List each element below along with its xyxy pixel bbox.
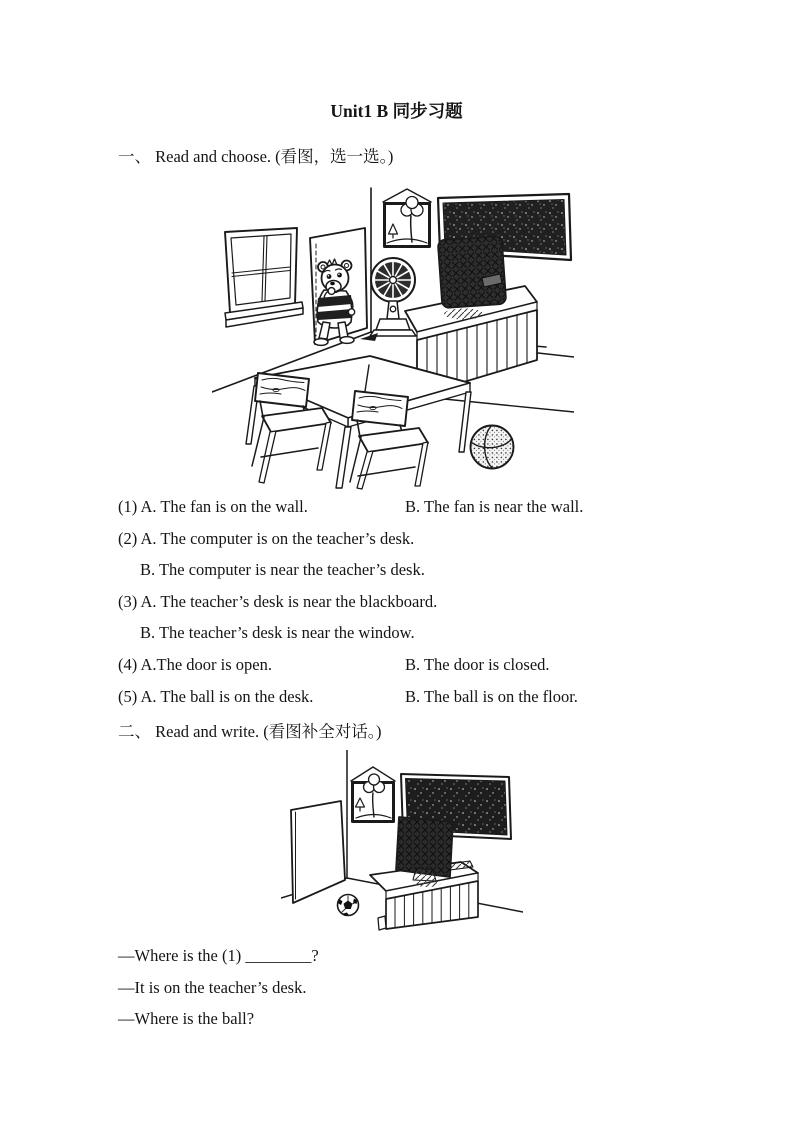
question-option-b: B. The computer is near the teacher’s desk. bbox=[140, 560, 425, 580]
question-row bbox=[118, 591, 698, 623]
question-row bbox=[118, 622, 698, 654]
question-option-b: B. The fan is near the wall. bbox=[405, 497, 584, 516]
picture-frame-illustration bbox=[383, 189, 431, 247]
dialogue-block bbox=[118, 946, 319, 1041]
question-option-a: (3) A. The teacher’s desk is near the blackboard. bbox=[118, 591, 438, 611]
section-two-heading: 二、 Read and write. (看图补全对话。) bbox=[118, 722, 382, 741]
dialogue-line: —Where is the (1) ________? bbox=[118, 946, 319, 965]
window-illustration bbox=[225, 228, 303, 327]
question-option-b: B. The ball is on the floor. bbox=[405, 686, 578, 706]
section-one-heading: 一、 Read and choose. (看图，选一选。) bbox=[118, 147, 394, 166]
question-row bbox=[118, 496, 698, 528]
question-option-b: B. The teacher’s desk is near the window. bbox=[140, 623, 415, 643]
question-option-a: (4) A.The door is open. bbox=[118, 654, 272, 674]
soccer-ball-illustration bbox=[338, 895, 359, 916]
question-list bbox=[118, 496, 698, 717]
question-row bbox=[118, 528, 698, 560]
classroom-scene-1 bbox=[212, 186, 574, 492]
question-row bbox=[118, 559, 698, 591]
question-option-a: (5) A. The ball is on the desk. bbox=[118, 686, 314, 706]
dialogue-line: —Where is the ball? bbox=[118, 1009, 255, 1028]
picture-frame-illustration bbox=[351, 767, 395, 822]
page-title: Unit1 B 同步习题 bbox=[330, 101, 463, 121]
question-option-a: (1) A. The fan is on the wall. bbox=[118, 497, 308, 516]
question-option-b: B. The door is closed. bbox=[405, 654, 550, 674]
door-illustration bbox=[291, 801, 345, 903]
ball-illustration bbox=[471, 426, 514, 469]
classroom-scene-2 bbox=[281, 750, 523, 935]
fan-illustration bbox=[360, 258, 416, 341]
question-row bbox=[118, 686, 698, 718]
question-row bbox=[118, 654, 698, 686]
dialogue-line: —It is on the teacher’s desk. bbox=[118, 977, 307, 997]
question-option-a: (2) A. The computer is on the teacher’s desk. bbox=[118, 528, 415, 548]
